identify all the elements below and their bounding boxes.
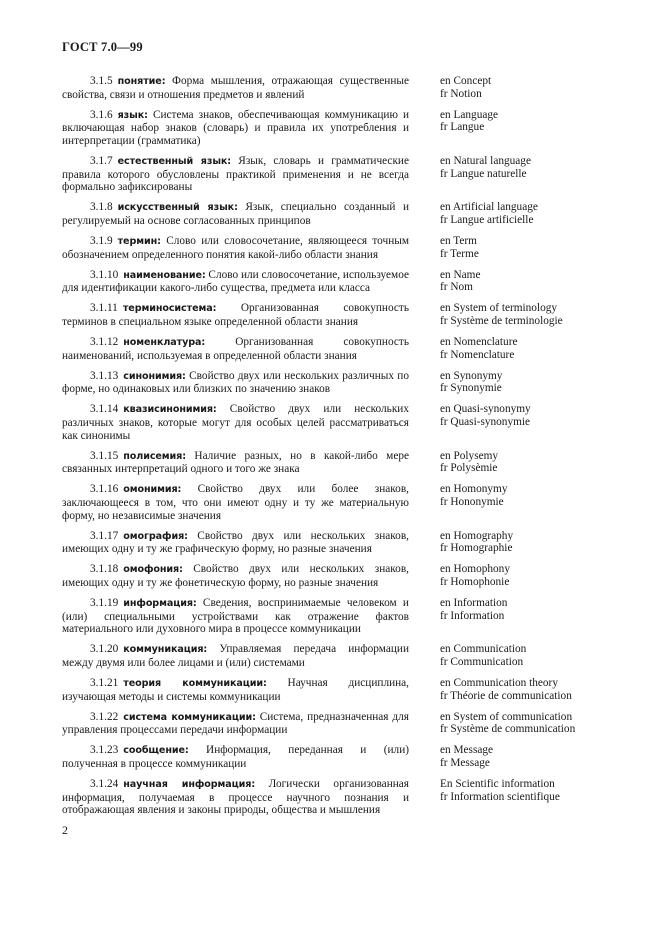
- foreign-equivalents: [440, 403, 531, 428]
- term-number: 3.1.21: [90, 676, 119, 689]
- english-equivalent: en Synonymy: [440, 369, 503, 382]
- term-entry: [62, 483, 587, 522]
- term-definition: Система знаков, обеспечивающая коммуникацию и включающая набор знаков (словарь) и правила их употребления и интерпретации (грамматика): [62, 108, 409, 147]
- foreign-equivalents: [440, 370, 502, 395]
- french-equivalent: fr Système de communication: [440, 723, 576, 736]
- foreign-equivalents: [440, 744, 493, 769]
- term-definition: Наличие разных, но в какой-либо мере связанных интерпретаций одного и того же знака: [62, 449, 410, 476]
- term-definition: Свойство двух или нескольких различных знаков, которые могут для особых целей рассматриваться как синонимы: [62, 403, 409, 442]
- term-entry: [62, 155, 587, 194]
- term-definition-block: [62, 643, 409, 669]
- term-number: 3.1.22: [90, 710, 119, 723]
- term-definition: Сведения, воспринимаемые человеком и (или) специальными устройствами как отражение фактов материального или духовного мира в процессе коммуникации: [62, 597, 409, 636]
- term-entry: [62, 336, 587, 362]
- english-equivalent: en Communication: [440, 643, 527, 656]
- foreign-equivalents: [440, 109, 498, 134]
- term-definition: Форма мышления, отражающая существенные свойства, связи и отношения предметов и явлений: [62, 75, 409, 101]
- term-definition-block: [62, 450, 409, 476]
- english-equivalent: en Homophony: [440, 563, 510, 576]
- term-entry: [62, 677, 587, 703]
- french-equivalent: fr Polysèmie: [440, 462, 498, 475]
- french-equivalent: fr Hononymie: [440, 495, 504, 508]
- french-equivalent: fr Message: [440, 756, 490, 769]
- term-number: 3.1.8: [90, 201, 113, 214]
- term-definition-block: [62, 109, 409, 148]
- term-definition: Язык, специально созданный и регулируемый на основе согласованных принципов: [62, 201, 409, 227]
- english-equivalent: en Term: [440, 234, 477, 247]
- term-number: 3.1.19: [90, 597, 119, 609]
- foreign-equivalents: [440, 201, 538, 226]
- foreign-equivalents: [440, 75, 491, 100]
- term-entry: [62, 450, 587, 476]
- english-equivalent: en Concept: [440, 75, 492, 87]
- english-equivalent: en Homography: [440, 529, 514, 542]
- term-name: сообщение:: [123, 745, 189, 757]
- term-name: синонимия:: [123, 370, 186, 382]
- foreign-equivalents: [440, 302, 563, 327]
- term-name: полисемия:: [123, 450, 186, 462]
- term-entry: [62, 530, 587, 556]
- english-equivalent: en Natural language: [440, 154, 531, 167]
- english-equivalent: en Language: [440, 108, 499, 121]
- term-definition: Свойство двух или нескольких знаков, имеющих одну и ту же фонетическую форму, но разные значения: [62, 563, 409, 589]
- term-name: естественный язык:: [117, 155, 232, 167]
- term-name: номенклатура:: [123, 337, 206, 348]
- term-entry: [62, 269, 587, 295]
- term-definition-block: [62, 75, 409, 101]
- term-entry: [62, 403, 587, 442]
- term-name: научная информация:: [123, 779, 256, 791]
- term-definition-block: [62, 201, 409, 227]
- english-equivalent: en System of communication: [440, 710, 573, 723]
- term-definition: Слово или словосочетание, используемое для идентификации какого-либо существа, предмета или класса: [62, 268, 410, 295]
- term-entry: [62, 778, 587, 817]
- term-name: терминосистема:: [122, 303, 217, 315]
- term-number: 3.1.16: [90, 483, 119, 496]
- term-name: омография:: [123, 530, 188, 542]
- term-number: 3.1.9: [90, 234, 113, 247]
- foreign-equivalents: [440, 235, 479, 260]
- foreign-equivalents: [440, 597, 507, 622]
- french-equivalent: fr Nom: [440, 281, 473, 294]
- foreign-equivalents: [440, 677, 572, 702]
- term-definition: Организованная совокупность терминов в специальном языке определенной области знания: [62, 302, 409, 328]
- term-definition: Научная дисциплина, изучающая методы и системы коммуникации: [62, 676, 410, 703]
- english-equivalent: en Nomenclature: [440, 336, 518, 348]
- foreign-equivalents: [440, 530, 513, 555]
- term-number: 3.1.20: [90, 643, 119, 656]
- term-definition: Организованная совокупность наименований, используемая в определенной области знания: [62, 336, 409, 362]
- term-name: наименование:: [123, 269, 206, 281]
- foreign-equivalents: [440, 155, 531, 180]
- foreign-equivalents: [440, 336, 517, 361]
- term-entry: [62, 563, 587, 589]
- term-definition-block: [62, 336, 409, 362]
- term-entry: [62, 201, 587, 227]
- term-entry: [62, 597, 587, 636]
- foreign-equivalents: [440, 269, 480, 294]
- term-number: 3.1.5: [90, 75, 113, 87]
- term-name: квазисинонимия:: [123, 404, 217, 416]
- french-equivalent: fr Langue: [440, 121, 485, 134]
- french-equivalent: fr Homographie: [440, 542, 513, 555]
- term-number: 3.1.18: [90, 563, 119, 576]
- english-equivalent: en Homonymy: [440, 483, 508, 496]
- term-name: язык:: [117, 109, 148, 121]
- french-equivalent: fr Nomenclature: [440, 348, 515, 361]
- term-number: 3.1.6: [90, 108, 113, 121]
- term-number: 3.1.14: [90, 403, 119, 416]
- term-entries: [62, 75, 587, 824]
- term-number: 3.1.10: [90, 268, 119, 281]
- term-definition-block: [62, 744, 409, 770]
- foreign-equivalents: [440, 643, 526, 668]
- term-definition: Система, предназначенная для управления процессами передачи информации: [62, 710, 409, 737]
- french-equivalent: fr Langue naturelle: [440, 167, 527, 180]
- term-number: 3.1.7: [90, 154, 113, 167]
- term-entry: [62, 302, 587, 328]
- term-number: 3.1.24: [90, 778, 119, 791]
- term-number: 3.1.12: [90, 336, 119, 348]
- english-equivalent: en Name: [440, 268, 481, 281]
- term-definition: Управляемая передача информации между двумя или более лицами и (или) системами: [62, 643, 410, 669]
- french-equivalent: fr Terme: [440, 247, 479, 260]
- term-number: 3.1.15: [90, 449, 119, 462]
- term-name: система коммуникации:: [123, 711, 256, 723]
- foreign-equivalents: [440, 711, 575, 736]
- foreign-equivalents: [440, 483, 507, 508]
- foreign-equivalents: [440, 563, 510, 588]
- french-equivalent: fr Homophonie: [440, 575, 510, 588]
- term-definition: Информация, переданная и (или) полученная в процессе коммуникации: [62, 744, 409, 770]
- english-equivalent: en Information: [440, 597, 508, 609]
- term-definition-block: [62, 155, 409, 194]
- document-header: ГОСТ 7.0—99: [62, 40, 143, 54]
- english-equivalent: en Quasi-synonymy: [440, 403, 531, 416]
- english-equivalent: en Message: [440, 744, 494, 757]
- term-definition-block: [62, 677, 409, 703]
- french-equivalent: fr Information: [440, 609, 505, 622]
- term-name: искусственный язык:: [117, 202, 238, 214]
- english-equivalent: en Communication theory: [440, 676, 558, 689]
- term-definition-block: [62, 302, 409, 328]
- term-definition: Язык, словарь и грамматические правила которого обусловлены практикой применения и не всегда формально зафиксированы: [62, 154, 409, 194]
- term-definition-block: [62, 530, 409, 556]
- term-name: коммуникация:: [123, 644, 208, 656]
- french-equivalent: fr Communication: [440, 655, 524, 668]
- term-name: теория коммуникации:: [123, 677, 267, 689]
- term-number: 3.1.17: [90, 529, 119, 542]
- term-definition-block: [62, 403, 409, 442]
- term-number: 3.1.11: [90, 302, 118, 315]
- term-entry: [62, 643, 587, 669]
- term-number: 3.1.13: [90, 369, 119, 382]
- term-definition: Свойство двух или нескольких знаков, имеющих одну и ту же графическую форму, но разные значения: [62, 529, 409, 556]
- term-entry: [62, 75, 587, 101]
- english-equivalent: en System of terminology: [440, 302, 558, 315]
- term-definition-block: [62, 597, 409, 636]
- french-equivalent: fr Théorie de communication: [440, 689, 572, 702]
- english-equivalent: en Artificial language: [440, 201, 538, 214]
- page-number: 2: [62, 823, 68, 837]
- english-equivalent: En Scientific information: [440, 778, 555, 791]
- term-definition-block: [62, 483, 409, 522]
- term-definition: Логически организованная информация, получаемая в процессе научного познания и отображающая явления и законы природы, общества и мышления: [62, 778, 409, 817]
- term-entry: [62, 744, 587, 770]
- term-definition: Слово или словосочетание, являющееся точным обозначением определенного понятия какой-либо области знания: [62, 234, 409, 261]
- french-equivalent: fr Notion: [440, 87, 482, 100]
- term-name: омофония:: [123, 564, 183, 576]
- term-definition-block: [62, 269, 409, 295]
- term-name: омонимия:: [123, 484, 182, 496]
- term-entry: [62, 370, 587, 396]
- term-name: термин:: [117, 235, 161, 247]
- foreign-equivalents: [440, 778, 560, 803]
- term-entry: [62, 235, 587, 261]
- english-equivalent: en Polysemy: [440, 449, 499, 462]
- term-definition-block: [62, 370, 409, 396]
- term-definition-block: [62, 711, 409, 737]
- french-equivalent: fr Système de terminologie: [440, 314, 563, 327]
- term-entry: [62, 109, 587, 148]
- term-definition: Свойство двух или нескольких различных по форме, но одинаковых или близких по значению знаков: [62, 369, 409, 396]
- term-entry: [62, 711, 587, 737]
- term-definition: Свойство двух или более знаков, заключающееся в том, что они имеют одну и ту же материальную форму, но независимые значения: [62, 483, 409, 522]
- foreign-equivalents: [440, 450, 498, 475]
- term-name: информация:: [123, 598, 197, 609]
- term-name: понятие:: [117, 76, 166, 87]
- french-equivalent: fr Synonymie: [440, 382, 502, 395]
- french-equivalent: fr Information scientifique: [440, 790, 560, 803]
- french-equivalent: fr Quasi-synonymie: [440, 415, 531, 428]
- term-number: 3.1.23: [90, 744, 119, 757]
- term-definition-block: [62, 778, 409, 817]
- term-definition-block: [62, 235, 409, 261]
- french-equivalent: fr Langue artificielle: [440, 213, 534, 226]
- term-definition-block: [62, 563, 409, 589]
